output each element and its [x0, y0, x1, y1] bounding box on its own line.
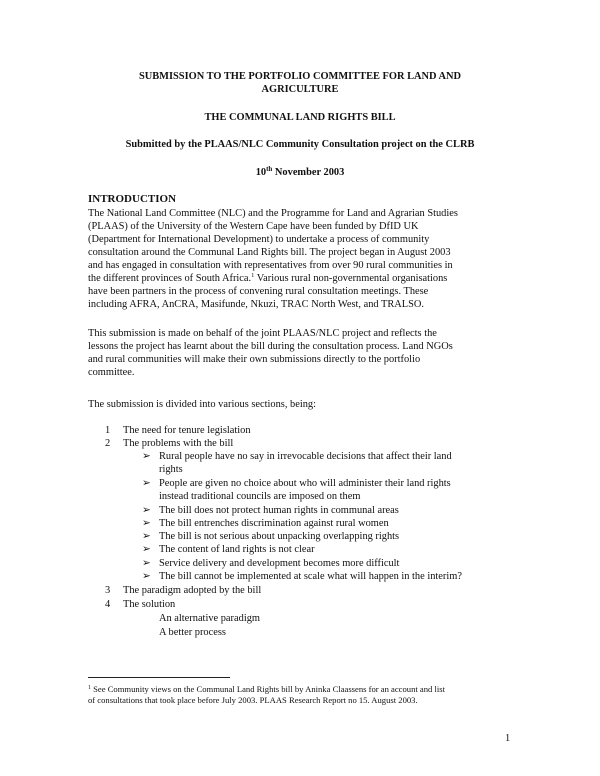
problem-item: People are given no choice about who will administer their land rights	[159, 478, 451, 489]
arrow-bullet-icon: ➢	[142, 451, 151, 462]
footnote-text: See Community views on the Communal Land Rights bill by Aninka Claassens for an account and list	[91, 684, 445, 694]
paragraph-line: have been partners in the process of convening rural consultation meetings. These	[88, 286, 429, 297]
submission-date	[70, 166, 530, 179]
section-label: The solution	[123, 599, 176, 610]
solution-item: An alternative paradigm	[159, 613, 260, 624]
arrow-bullet-icon: ➢	[142, 505, 151, 516]
date-suffix: th	[266, 165, 273, 173]
title-line-2: AGRICULTURE	[261, 84, 339, 95]
section-label: The paradigm adopted by the bill	[123, 585, 262, 596]
section-label: The problems with the bill	[123, 438, 234, 449]
document-title	[70, 70, 530, 96]
footnote-mark: 1	[88, 685, 91, 691]
intro-paragraph-2	[88, 327, 538, 379]
section-number: 1	[105, 425, 111, 436]
paragraph-line: and rural communities will make their own submissions directly to the portfolio	[88, 354, 421, 365]
paragraph-line: including AFRA, AnCRA, Masifunde, Nkuzi, TRAC North West, and TRALSO.	[88, 299, 424, 310]
paragraph-line: This submission is made on behalf of the joint PLAAS/NLC project and reflects the	[88, 328, 437, 339]
problem-item: The bill entrenches discrimination against rural women	[159, 518, 389, 529]
section-label: The need for tenure legislation	[123, 425, 251, 436]
problem-item: The content of land rights is not clear	[159, 544, 315, 555]
paragraph-line	[88, 272, 538, 285]
date-rest: November 2003	[272, 167, 345, 178]
problem-item: Service delivery and development becomes more difficult	[159, 558, 400, 569]
arrow-bullet-icon: ➢	[142, 531, 151, 542]
problem-item-continued: rights	[159, 464, 183, 475]
arrow-bullet-icon: ➢	[142, 518, 151, 529]
section-number: 3	[105, 585, 111, 596]
paragraph-line: and has engaged in consultation with representatives from over 90 rural communities in	[88, 260, 453, 271]
problem-item: The bill does not protect human rights in communal areas	[159, 505, 399, 516]
paragraph-line: (PLAAS) of the University of the Western Cape have been funded by DfID UK	[88, 221, 419, 232]
introduction-heading: INTRODUCTION	[88, 193, 177, 205]
problem-item: The bill cannot be implemented at scale what will happen in the interim?	[159, 571, 462, 582]
paragraph-line: The National Land Committee (NLC) and the Programme for Land and Agrarian Studies	[88, 208, 458, 219]
section-number: 4	[105, 599, 111, 610]
problem-item: The bill is not serious about unpacking overlapping rights	[159, 531, 400, 542]
submitted-by: Submitted by the PLAAS/NLC Community Consultation project on the CLRB	[125, 139, 475, 150]
footnote-divider	[88, 677, 230, 678]
problem-item-continued: instead traditional councils are imposed on them	[159, 491, 361, 502]
solution-item: A better process	[159, 627, 226, 638]
intro-paragraph-3: The submission is divided into various sections, being:	[88, 399, 317, 410]
paragraph-text: Various rural non-governmental organisations	[254, 273, 448, 284]
arrow-bullet-icon: ➢	[142, 544, 151, 555]
intro-paragraph-1	[88, 207, 538, 311]
problem-item: Rural people have no say in irrevocable decisions that affect their land	[159, 451, 452, 462]
section-number: 2	[105, 438, 111, 449]
footnote-reference[interactable]: 1	[251, 272, 255, 279]
footnote-line: of consultations that took place before July 2003. PLAAS Research Report no 15. August 2003.	[88, 695, 418, 705]
paragraph-line: lessons the project has learnt about the bill during the consultation process. Land NGOs	[88, 341, 453, 352]
paragraph-text: the different provinces of South Africa.	[88, 273, 252, 284]
footnote-line	[88, 684, 540, 695]
paragraph-line: consultation around the Communal Land Rights bill. The project began in August 2003	[88, 247, 451, 258]
footnote	[88, 684, 540, 706]
paragraph-line: committee.	[88, 367, 135, 378]
arrow-bullet-icon: ➢	[142, 558, 151, 569]
arrow-bullet-icon: ➢	[142, 478, 151, 489]
date-day: 10	[255, 167, 267, 178]
paragraph-line: (Department for International Development) to undertake a process of community	[88, 234, 430, 245]
page-number: 1	[505, 733, 511, 744]
arrow-bullet-icon: ➢	[142, 571, 151, 582]
bill-title: THE COMMUNAL LAND RIGHTS BILL	[204, 112, 396, 123]
title-line-1: SUBMISSION TO THE PORTFOLIO COMMITTEE FOR LAND AND	[138, 71, 462, 82]
